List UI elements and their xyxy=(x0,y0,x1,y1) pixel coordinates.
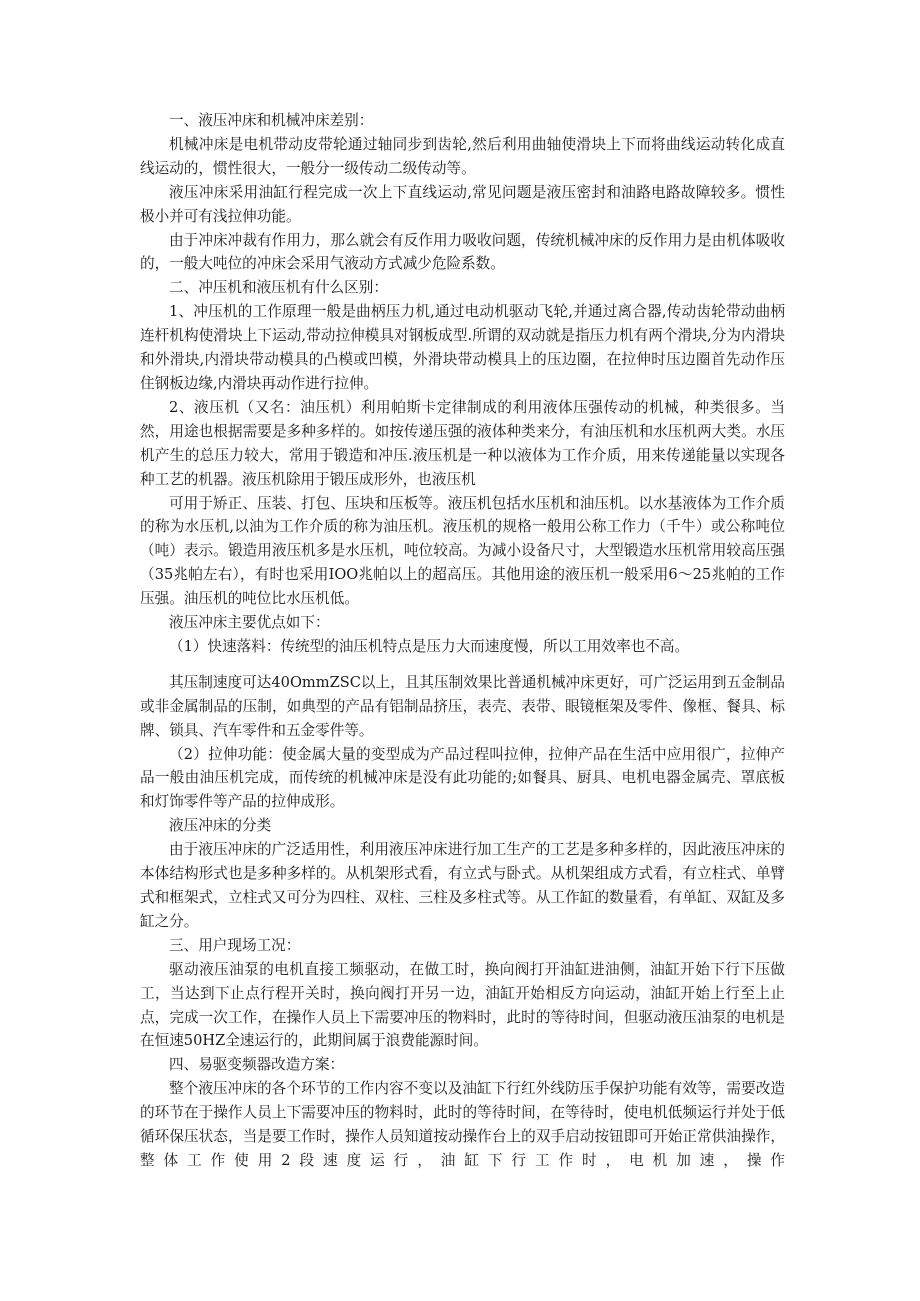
paragraph: 其压制速度可达40OmmZSC以上，且其压制效果比普通机械冲床更好，可广泛运用到五金制品或非金属制品的压制，如典型的产品有铝制品挤压，表壳、表带、眼镜框架及零件、像框、餐具、标牌、锁具、汽车零件和五金零件等。 xyxy=(140,673,785,739)
list-item: （1）快速落料：传统型的油压机特点是压力大而速度慢，所以工用效率也不高。 xyxy=(169,637,690,655)
sub-heading: 液压冲床主要优点如下： xyxy=(169,614,330,632)
list-item: （2）拉伸功能：使金属大量的变型成为产品过程叫拉伸，拉伸产品在生活中应用很广，拉伸产品一般由油压机完成，而传统的机械冲床是没有此功能的;如餐具、厨具、电机电器金属壳、罩底板和灯饰零件等产品的拉伸成形。 xyxy=(140,745,785,811)
paragraph: 整个液压冲床的各个环节的工作内容不变以及油缸下行红外线防压手保护功能有效等，需要改造的环节在于操作人员上下需要冲压的物料时，此时的等待时间，在等待时，使电机低频运行并处于低循环保压状态，当是要工作时，操作人员知道按动操作台上的双手启动按钮即可开始正常供油操作，整体工作使用2段速度运行，油缸下行工作时，电机加速，操作 xyxy=(140,1080,785,1169)
heading-4: 四、易驱变频器改造方案： xyxy=(169,1056,345,1074)
paragraph: 液压冲床采用油缸行程完成一次上下直线运动,常见问题是液压密封和油路电路故障较多。惯性极小并可有浅拉伸功能。 xyxy=(140,183,785,225)
paragraph: 2、液压机（又名：油压机）利用帕斯卡定律制成的利用液体压强传动的机械，种类很多。当然，用途也根据需要是多种多样的。如按传递压强的液体种类来分，有油压机和水压机两大类。水压机产生的总压力较大，常用于锻造和冲压.液压机是一种以液体为工作介质，用来传递能量以实现各种工艺的机器。液压机除用于锻压成形外，也液压机 xyxy=(140,398,785,488)
paragraph: 1、冲压机的工作原理一般是曲柄压力机,通过电动机驱动飞轮,并通过离合器,传动齿轮带动曲柄连杆机构使滑块上下运动,带动拉伸模具对钢板成型.所谓的双动就是指压力机有两个滑块,分为内滑块和外滑块,内滑块带动模具的凸模或凹模，外滑块带动模具上的压边圈，在拉伸时压边圈首先动作压住钢板边缘,内滑块再动作进行拉伸。 xyxy=(140,303,785,392)
paragraph: 机械冲床是电机带动皮带轮通过轴同步到齿轮,然后利用曲轴使滑块上下而将曲线运动转化成直线运动的，惯性很大，一般分一级传动二级传动等。 xyxy=(140,135,785,177)
heading-1: 一、液压冲床和机械冲床差别： xyxy=(169,112,374,129)
paragraph: 可用于矫正、压装、打包、压块和压板等。液压机包括水压机和油压机。以水基液体为工作介质的称为水压机,以油为工作介质的称为油压机。液压机的规格一般用公称工作力（千牛）或公称吨位（吨）表示。锻造用液压机多是水压机，吨位较高。为减小设备尺寸，大型锻造水压机常用较高压强（35兆帕左右），有时也采用IOO兆帕以上的超高压。其他用途的液压机一般采用6～25兆帕的工作压强。油压机的吨位比水压机低。 xyxy=(140,494,785,608)
document-body xyxy=(140,109,785,1173)
paragraph: 驱动液压油泵的电机直接工频驱动，在做工时，换向阀打开油缸进油侧，油缸开始下行下压做工，当达到下止点行程开关时，换向阀打开另一边，油缸开始相反方向运动，油缸开始上行至上止点，完成一次工作，在操作人员上下需要冲压的物料时，此时的等待时间，但驱动液压油泵的电机是在恒速50HZ全速运行的，此期间属于浪费能源时间。 xyxy=(140,960,785,1050)
heading-3: 三、用户现场工况： xyxy=(169,936,301,954)
heading-2: 二、冲压机和液压机有什么区别： xyxy=(169,279,388,297)
paragraph: 由于液压冲床的广泛适用性，利用液压冲床进行加工生产的工艺是多种多样的，因此液压冲床的本体结构形式也是多种多样的。从机架形式看，有立式与卧式。从机架组成方式看，有立柱式、单臂式和框架式，立柱式又可分为四柱、双柱、三柱及多柱式等。从工作缸的数量看，有单缸、双缸及多缸之分。 xyxy=(140,841,785,930)
sub-heading: 液压冲床的分类 xyxy=(169,817,272,835)
paragraph: 由于冲床冲裁有作用力，那么就会有反作用力吸收问题，传统机械冲床的反作用力是由机体吸收的，一般大吨位的冲床会采用气液动方式减少危险系数。 xyxy=(140,231,785,273)
